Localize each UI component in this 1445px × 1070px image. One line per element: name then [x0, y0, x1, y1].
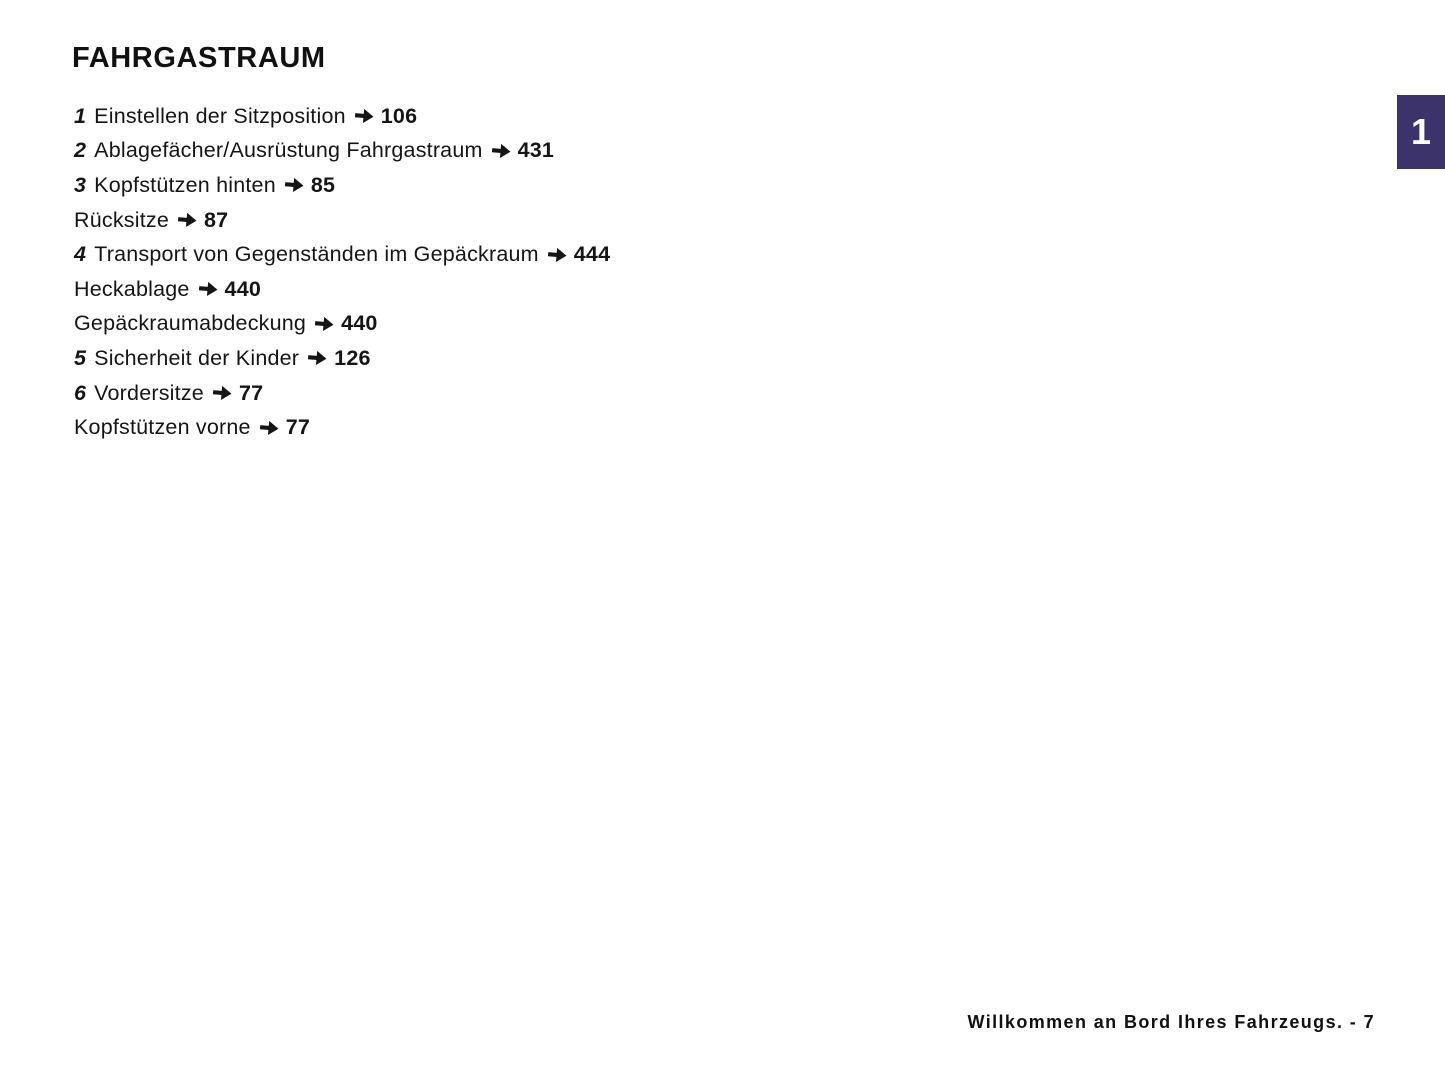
goto-page-arrow-icon — [260, 420, 279, 436]
goto-page-arrow-icon — [213, 385, 232, 401]
item-number: 3 — [74, 172, 87, 197]
page-title: FAHRGASTRAUM — [72, 42, 326, 74]
goto-page-arrow-icon — [199, 281, 218, 297]
toc-item[interactable] — [74, 203, 610, 238]
item-page-number: 87 — [204, 207, 229, 232]
goto-page-arrow-icon — [548, 247, 567, 263]
toc-item[interactable] — [74, 237, 610, 272]
item-page-number: 106 — [380, 103, 418, 128]
item-page-number: 77 — [238, 380, 264, 405]
goto-page-arrow-icon — [355, 108, 374, 124]
toc-item[interactable] — [74, 376, 610, 411]
item-number: 6 — [74, 380, 87, 405]
toc-item[interactable] — [74, 272, 610, 307]
item-page-number: 126 — [334, 345, 371, 370]
item-label: Kopfstützen vorne — [74, 415, 251, 440]
table-of-contents — [74, 99, 610, 445]
item-label: Heckablage — [74, 276, 190, 301]
item-label: Ablagefächer/Ausrüstung Fahrgastraum — [94, 138, 483, 163]
item-page-number: 85 — [310, 172, 336, 197]
toc-item[interactable] — [74, 168, 610, 203]
chapter-tab-number: 1 — [1410, 111, 1432, 152]
item-page-number: 77 — [285, 415, 311, 440]
toc-item[interactable] — [74, 410, 610, 445]
item-label: Gepäckraumabdeckung — [74, 311, 307, 336]
page-footer: Willkommen an Bord Ihres Fahrzeugs. - 7 — [967, 1012, 1375, 1032]
toc-item[interactable] — [74, 307, 610, 342]
item-label: Sicherheit der Kinder — [94, 345, 300, 370]
toc-item[interactable] — [74, 341, 610, 376]
item-label: Rücksitze — [74, 207, 169, 232]
goto-page-arrow-icon — [178, 212, 197, 228]
goto-page-arrow-icon — [492, 143, 511, 159]
goto-page-arrow-icon — [285, 177, 304, 193]
chapter-thumb-tab[interactable] — [1397, 95, 1445, 169]
item-number: 2 — [74, 138, 87, 163]
item-label: Vordersitze — [94, 380, 204, 405]
item-number: 1 — [74, 103, 87, 128]
item-page-number: 440 — [224, 276, 262, 301]
item-label: Kopfstützen hinten — [94, 172, 276, 197]
item-page-number: 431 — [517, 138, 555, 163]
item-number: 5 — [74, 345, 87, 370]
item-label: Einstellen der Sitzposition — [94, 103, 346, 128]
toc-item[interactable] — [74, 134, 610, 169]
item-page-number: 440 — [341, 311, 378, 336]
goto-page-arrow-icon — [308, 350, 327, 366]
item-page-number: 444 — [573, 242, 611, 267]
item-label: Transport von Gegenständen im Gepäckraum — [94, 242, 539, 267]
item-number: 4 — [74, 242, 87, 267]
toc-item[interactable] — [74, 99, 610, 134]
goto-page-arrow-icon — [315, 316, 334, 332]
